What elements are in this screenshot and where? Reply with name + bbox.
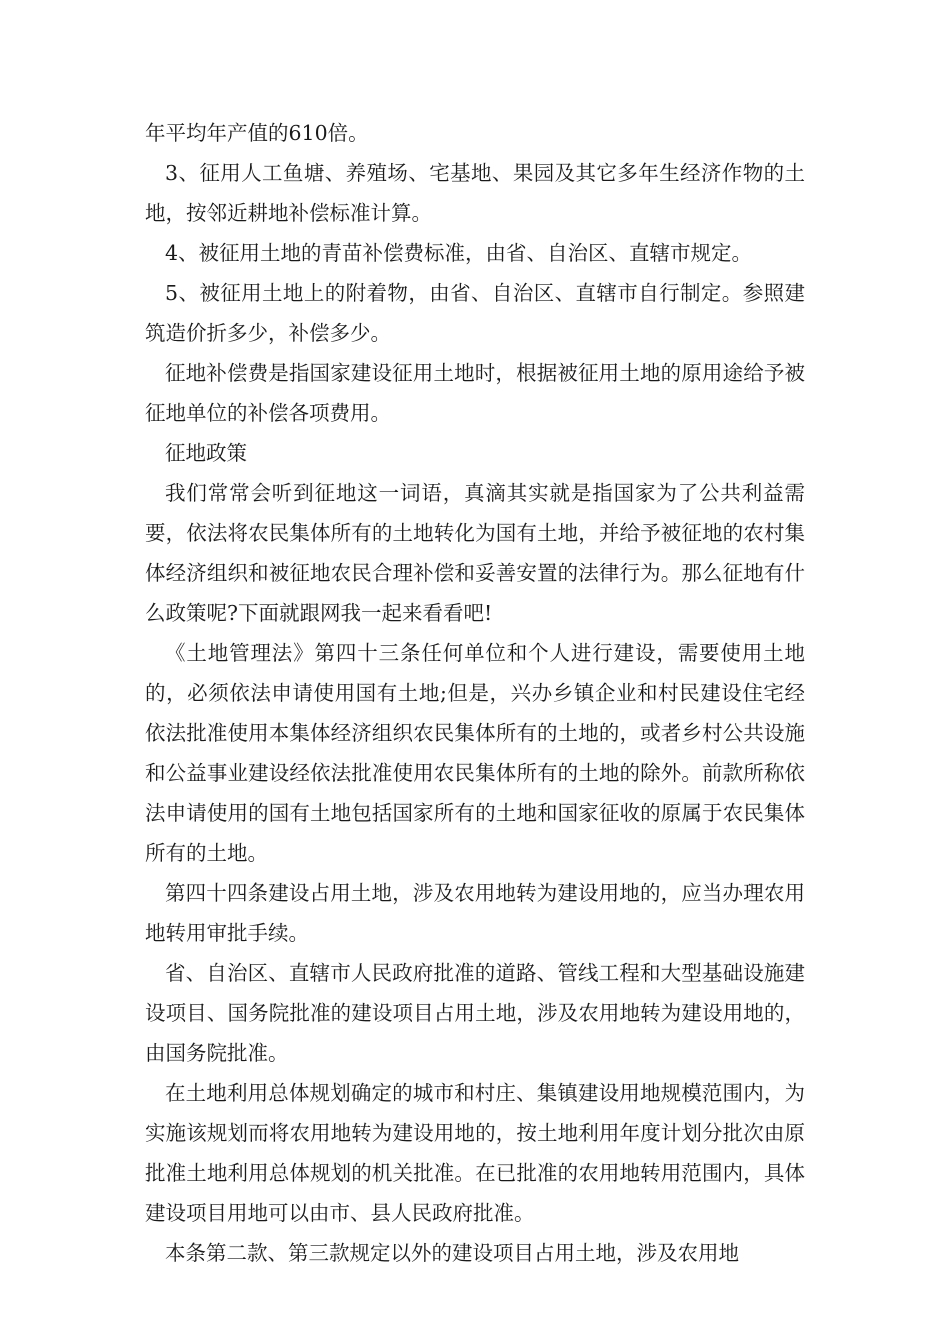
paragraph-10: 在土地利用总体规划确定的城市和村庄、集镇建设用地规模范围内，为实施该规划而将农用地转为建设用地的，按土地利用年度计划分批次由原批准土地利用总体规划的机关批准。在已批准的农用地转用范围内，具体建设项目用地可以由市、县人民政府批准。 — [145, 1081, 805, 1225]
paragraph-1: 3、征用人工鱼塘、养殖场、宅基地、果园及其它多年生经济作物的土地，按邻近耕地补偿标准计算。 — [145, 161, 805, 225]
paragraph-9: 省、自治区、直辖市人民政府批准的道路、管线工程和大型基础设施建设项目、国务院批准的建设项目占用土地，涉及农用地转为建设用地的，由国务院批准。 — [145, 961, 805, 1065]
paragraph-7: 《土地管理法》第四十三条任何单位和个人进行建设，需要使用土地的，必须依法申请使用国有土地;但是，兴办乡镇企业和村民建设住宅经依法批准使用本集体经济组织农民集体所有的土地的，或者乡村公共设施和公益事业建设经依法批准使用农民集体所有的土地的除外。前款所称依法申请使用的国有土地包括国家所有的土地和国家征收的原属于农民集体所有的土地。 — [145, 641, 805, 865]
paragraph-6: 我们常常会听到征地这一词语，真滴其实就是指国家为了公共利益需要，依法将农民集体所有的土地转化为国有土地，并给予被征地的农村集体经济组织和被征地农民合理补偿和妥善安置的法律行为。那么征地有什么政策呢?下面就跟网我一起来看看吧! — [145, 481, 805, 625]
paragraph-3: 5、被征用土地上的附着物，由省、自治区、直辖市自行制定。参照建筑造价折多少，补偿多少。 — [145, 281, 805, 345]
paragraph-4: 征地补偿费是指国家建设征用土地时，根据被征用土地的原用途给予被征地单位的补偿各项费用。 — [145, 361, 805, 425]
document-body — [145, 113, 805, 1273]
section-heading: 征地政策 — [165, 441, 247, 465]
paragraph-8: 第四十四条建设占用土地，涉及农用地转为建设用地的，应当办理农用地转用审批手续。 — [145, 881, 805, 945]
paragraph-0: 年平均年产值的610倍。 — [145, 121, 369, 145]
paragraph-2: 4、被征用土地的青苗补偿费标准，由省、自治区、直辖市规定。 — [165, 241, 753, 265]
paragraph-11: 本条第二款、第三款规定以外的建设项目占用土地，涉及农用地 — [165, 1241, 739, 1265]
